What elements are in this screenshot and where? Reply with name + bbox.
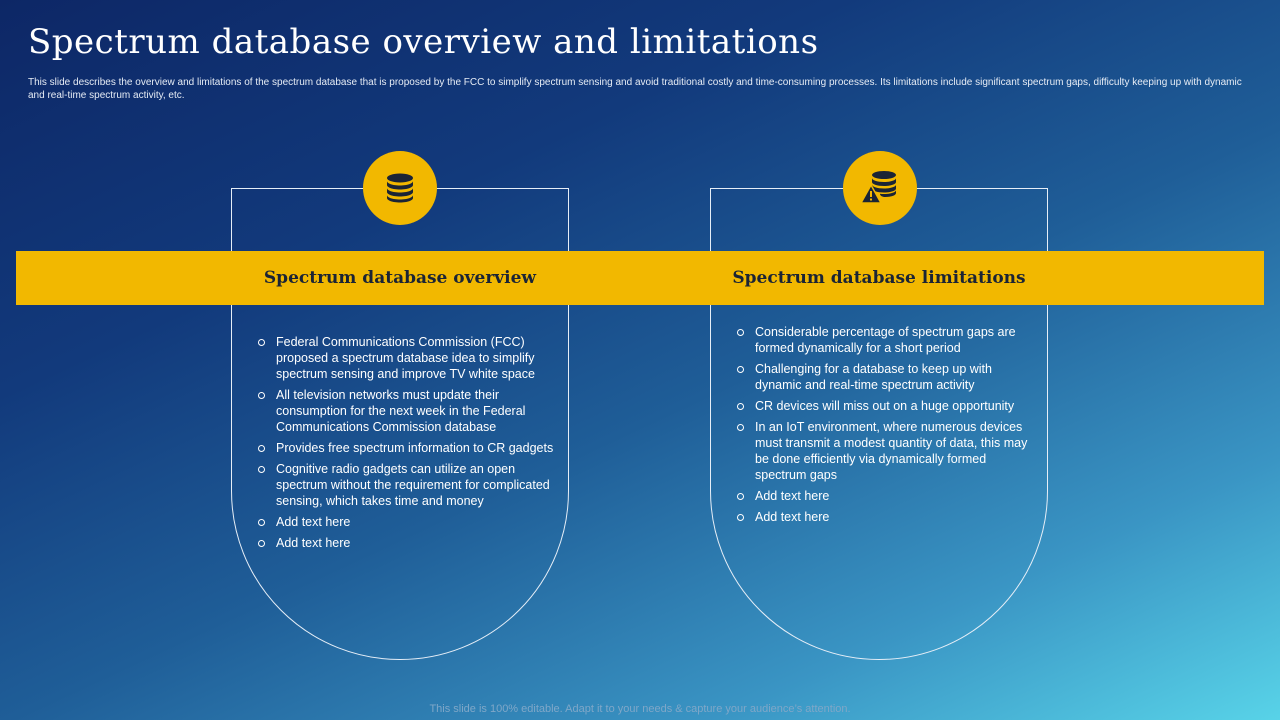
- slide-title: Spectrum database overview and limitations: [28, 22, 819, 62]
- list-item: Federal Communications Commission (FCC) proposed a spectrum database idea to simplify spectrum sensing and improve TV white space: [256, 334, 566, 382]
- list-item: Considerable percentage of spectrum gaps are formed dynamically for a short period: [735, 324, 1035, 356]
- list-item: Add text here: [256, 514, 566, 530]
- limitations-list: [735, 324, 1035, 530]
- list-item: In an IoT environment, where numerous devices must transmit a modest quantity of data, this may be done efficiently via dynamically formed spectrum gaps: [735, 419, 1035, 483]
- database-icon: [383, 171, 417, 205]
- list-item: Add text here: [735, 488, 1035, 504]
- overview-heading: Spectrum database overview: [263, 268, 537, 288]
- list-item: Add text here: [256, 535, 566, 551]
- list-item: CR devices will miss out on a huge opportunity: [735, 398, 1035, 414]
- list-item: All television networks must update their consumption for the next week in the Federal Communications Commission database: [256, 387, 566, 435]
- database-warning-icon: [860, 169, 900, 207]
- limitations-heading: Spectrum database limitations: [732, 268, 1026, 288]
- slide-footer: This slide is 100% editable. Adapt it to your needs & capture your audience’s attention.: [429, 703, 851, 715]
- heading-band: [16, 251, 1264, 305]
- list-item: Add text here: [735, 509, 1035, 525]
- limitations-icon-badge: [843, 151, 917, 225]
- list-item: Provides free spectrum information to CR gadgets: [256, 440, 566, 456]
- list-item: Cognitive radio gadgets can utilize an open spectrum without the requirement for complicated sensing, which takes time and money: [256, 461, 566, 509]
- list-item: Challenging for a database to keep up with dynamic and real-time spectrum activity: [735, 361, 1035, 393]
- overview-list: [256, 334, 566, 556]
- overview-icon-badge: [363, 151, 437, 225]
- slide-subtitle: This slide describes the overview and limitations of the spectrum database that is proposed by the FCC to simplify spectrum sensing and avoid traditional costly and time-consuming processes. Its limitations include significant spectrum gaps, difficulty keeping up with dynamic and real-time spectrum activity, etc.: [28, 77, 1242, 101]
